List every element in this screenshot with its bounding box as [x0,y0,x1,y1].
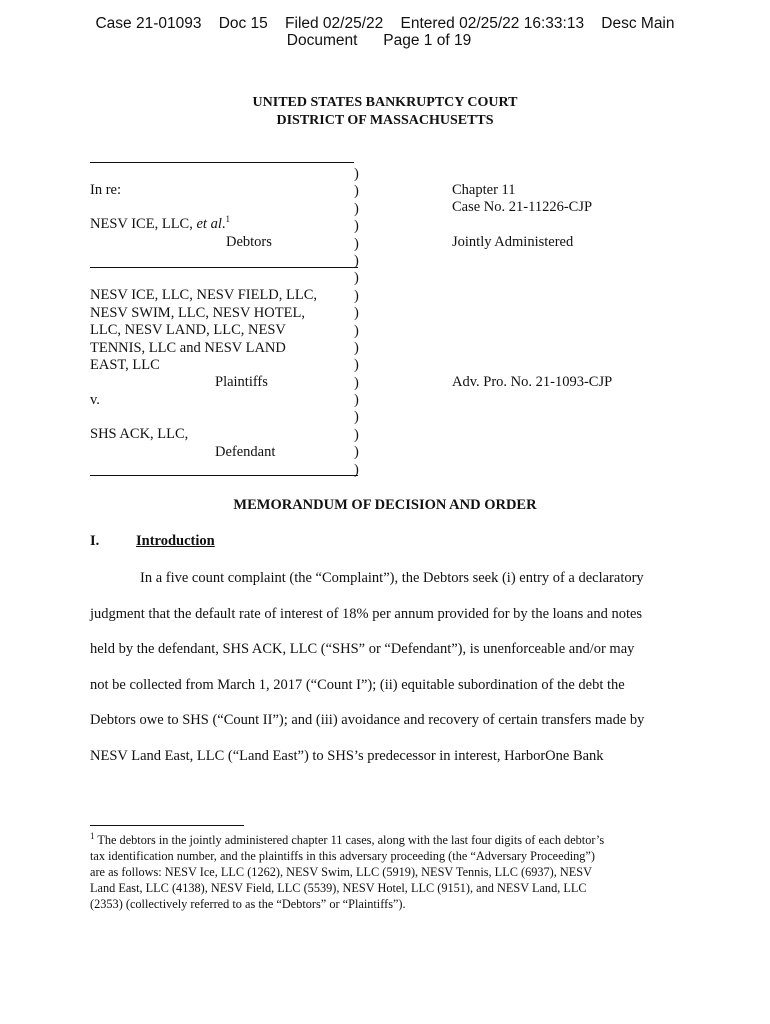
caption-paren: ) [354,322,359,339]
body-paragraph [90,568,680,782]
body-line: not be collected from March 1, 2017 (“Count I”); (ii) equitable subordination of the debt the [90,676,625,693]
footnote-marker: 1 [90,830,95,841]
versus-label: v. [90,392,100,408]
defendant-name: SHS ACK, LLC, [90,426,189,442]
caption-paren: ) [354,287,359,304]
caption-paren: ) [354,252,359,269]
adversary-proceeding-number: Adv. Pro. No. 21-1093-CJP [452,374,613,390]
caption-paren: ) [354,374,359,391]
caption-paren: ) [354,426,359,443]
footnote-ref-1: 1 [225,214,230,225]
caption-paren: ) [354,200,359,217]
docket-header-line-2: Document Page 1 of 19 [286,32,472,49]
body-line: judgment that the default rate of interest of 18% per annum provided for by the loans and notes [90,605,643,622]
footnote-line: (2353) (collectively referred to as the “Debtors” or “Plaintiffs”). [90,897,406,911]
plaintiffs-line-2: NESV SWIM, LLC, NESV HOTEL, [90,305,305,321]
caption-paren: ) [354,270,359,287]
caption-top-rule [90,162,354,163]
caption-paren-column [354,166,364,479]
plaintiffs-line-1: NESV ICE, LLC, NESV FIELD, LLC, [90,287,318,303]
case-number: Case No. 21-11226-CJP [452,199,593,215]
footnote-line: tax identification number, and the plaintiffs in this adversary proceeding (the “Adversary Proceeding”) [90,849,595,863]
court-name [0,94,770,130]
caption-middle-rule [90,267,358,268]
caption-paren: ) [354,166,359,182]
caption-paren: ) [354,339,359,356]
debtor-name [90,216,230,233]
defendant-label: Defendant [215,444,276,460]
caption-paren: ) [354,461,359,478]
debtor-name-text: NESV ICE, LLC, [90,216,197,232]
plaintiffs-line-4: TENNIS, LLC and NESV LAND [90,340,286,356]
caption-paren: ) [354,235,359,252]
section-title: Introduction [136,533,215,549]
docket-header-line-1: Case 21-01093 Doc 15 Filed 02/25/22 Entered 02/25/22 16:33:13 Desc Main [95,15,675,32]
caption-paren: ) [354,444,359,461]
body-line: NESV Land East, LLC (“Land East”) to SHS’s predecessor in interest, HarborOne Bank [90,747,604,764]
caption-paren: ) [354,305,359,322]
docket-header-stamp [0,15,770,49]
court-name-line-2: DISTRICT OF MASSACHUSETTS [276,113,494,128]
caption-paren: ) [354,392,359,409]
court-name-line-1: UNITED STATES BANKRUPTCY COURT [252,95,518,110]
footnote-1 [90,832,680,912]
body-line: In a five count complaint (the “Complaint”), the Debtors seek (i) entry of a declaratory [140,570,644,586]
caption-bottom-rule [90,475,358,476]
section-number: I. [90,533,100,549]
footnote-line-1-text: The debtors in the jointly administered chapter 11 cases, along with the last four digits of each debtor’s [94,833,605,847]
caption-paren: ) [354,357,359,374]
caption-paren: ) [354,218,359,235]
memorandum-title: MEMORANDUM OF DECISION AND ORDER [233,497,537,513]
case-caption [90,150,690,485]
body-line: Debtors owe to SHS (“Count II”); and (iii) avoidance and recovery of certain transfers made by [90,712,645,729]
debtor-et-al: et al [196,216,222,232]
plaintiffs-label: Plaintiffs [215,374,268,390]
footnote-line: Land East, LLC (4138), NESV Field, LLC (5539), NESV Hotel, LLC (9151), and NESV Land, LLC [90,881,587,895]
body-line: held by the defendant, SHS ACK, LLC (“SHS” or “Defendant”), is unenforceable and/or may [90,641,635,658]
jointly-administered: Jointly Administered [452,234,574,250]
footnote-separator [90,825,244,826]
caption-paren: ) [354,183,359,200]
in-re-label: In re: [90,182,121,198]
debtors-label: Debtors [226,234,272,250]
caption-paren: ) [354,409,359,426]
footnote-line [90,832,680,848]
footnote-line: are as follows: NESV Ice, LLC (1262), NESV Swim, LLC (5919), NESV Tennis, LLC (6937), NESV [90,865,593,879]
debtor-period: . [221,216,226,232]
plaintiffs-line-5: EAST, LLC [90,357,160,373]
chapter-label: Chapter 11 [452,182,516,198]
plaintiffs-line-3: LLC, NESV LAND, LLC, NESV [90,322,286,338]
